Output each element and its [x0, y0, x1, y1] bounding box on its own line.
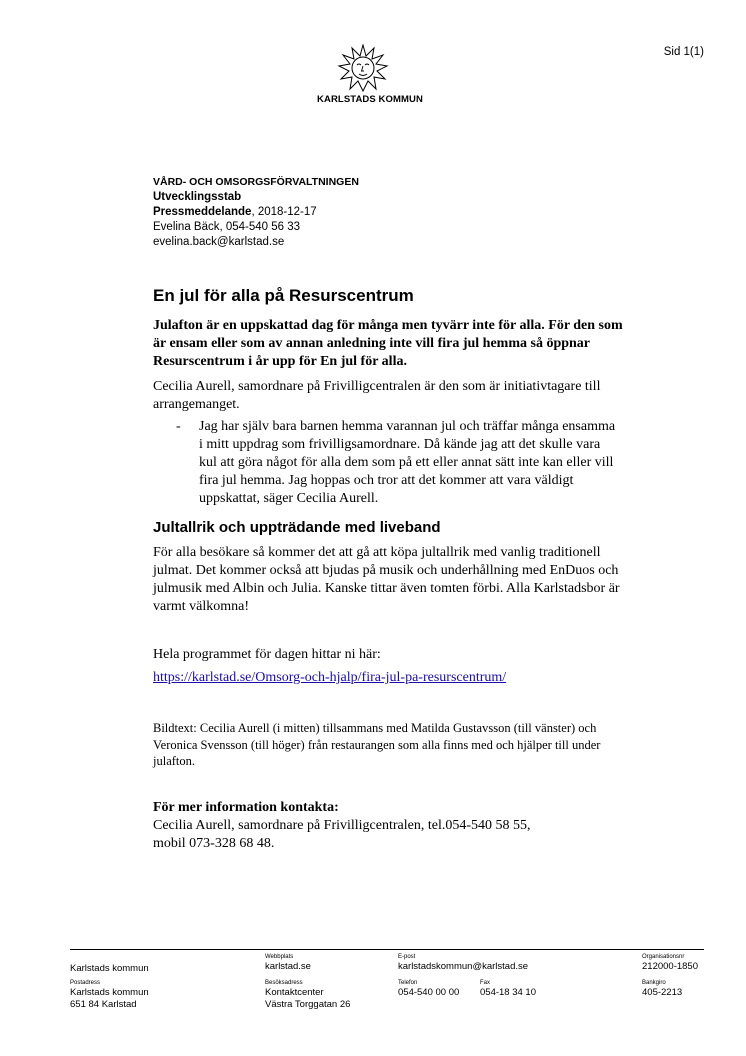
footer-postal: [70, 980, 149, 1010]
footer-fax-label: Fax: [480, 980, 491, 986]
contact-person: Evelina Bäck, 054-540 56 33: [153, 221, 301, 233]
sun-face-icon: [336, 44, 390, 92]
footer-postal-label: Postadress: [70, 980, 101, 986]
footer-web: [265, 954, 311, 973]
footer-bank-value: 405-2213: [642, 987, 683, 998]
footer-visit-label: Besöksadress: [265, 980, 303, 986]
department-name: VÅRD- OCH OMSORGSFÖRVALTNINGEN: [153, 176, 359, 188]
contact-line-1: Cecilia Aurell, samordnare på Frivilligcentralen, tel.054-540 58 55,: [153, 818, 531, 833]
footer-visit-line-2: Västra Torggatan 26: [265, 998, 351, 1010]
lead-paragraph: Julafton är en uppskattad dag för många men tyvärr inte för alla. För den som är ensam eller som av annan anledning inte vill fira jul hemma så öppnar Resurscentrum i år upp för En jul för alla.: [153, 318, 623, 369]
document-header: [153, 175, 359, 250]
section-subtitle: Jultallrik och uppträdande med liveband: [153, 519, 441, 536]
contact-heading: För mer information kontakta:: [153, 800, 339, 815]
program-text: Hela programmet för dagen hittar ni här:: [153, 647, 381, 662]
footer-divider: [70, 949, 704, 950]
footer-bank: [642, 980, 682, 999]
footer-orgnr: [642, 954, 698, 973]
footer-fax: [480, 980, 536, 999]
org-name: KARLSTADS KOMMUN: [317, 94, 423, 105]
footer-org: Karlstads kommun: [70, 963, 149, 974]
image-caption: Bildtext: Cecilia Aurell (i mitten) tillsammans med Matilda Gustavsson (till vänster) och Veronica Svensson (till höger) från restaurangen som alla finns med och hjälper till under julafton.: [153, 721, 601, 768]
footer-orgnr-value: 212000-1850: [642, 961, 698, 972]
footer-bank-label: Bankgiro: [642, 980, 666, 986]
doc-date: , 2018-12-17: [251, 206, 317, 218]
footer-fax-value: 054-18 34 10: [480, 987, 536, 998]
contact-email: evelina.back@karlstad.se: [153, 236, 285, 248]
footer-email-value: karlstadskommun@karlstad.se: [398, 961, 529, 972]
intro-paragraph: Cecilia Aurell, samordnare på Frivilligcentralen är den som är initiativtagare till arrangemanget.: [153, 379, 601, 412]
quote-paragraph: Jag har själv bara barnen hemma varannan jul och träffar många ensamma i mitt uppdrag som frivilligsamordnare. Då kände jag att det skulle vara kul att göra något för alla dem som på ett eller annat sätt inte kan eller vill fira jul hemma. Jag hoppas och tror att det kommer att vara väldigt uppskattat, säger Cecilia Aurell.: [199, 419, 616, 506]
footer-postal-line-1: Karlstads kommun: [70, 987, 149, 998]
article-title: En jul för alla på Resurscentrum: [153, 286, 414, 305]
unit-name: Utvecklingsstab: [153, 191, 242, 203]
footer-web-value: karlstad.se: [265, 961, 311, 972]
footer-postal-line-2: 651 84 Karlstad: [70, 998, 137, 1010]
footer-orgnr-label: Organisationsnr: [642, 954, 685, 960]
contact-info: [153, 817, 623, 853]
page-number: Sid 1(1): [663, 46, 704, 58]
doc-type-line: [153, 205, 359, 220]
footer-web-label: Webbplats: [265, 954, 294, 960]
footer-email: [398, 954, 528, 973]
quote-dash: -: [176, 419, 181, 434]
footer-visit-line-1: Kontaktcenter: [265, 987, 324, 998]
contact-line-2: mobil 073-328 68 48.: [153, 836, 275, 851]
footer-phone-value: 054-540 00 00: [398, 987, 460, 998]
footer-phone: [398, 980, 459, 999]
footer-visit: [265, 980, 350, 1010]
section-paragraph: För alla besökare så kommer det att gå att köpa jultallrik med vanlig traditionell julmat. Det kommer också att bjudas på musik och underhållning med EnDuos och julmusik med Albin och Julia. Kanske tittar även tomten förbi. Alla Karlstadsbor är varmt välkomna!: [153, 545, 620, 614]
program-link[interactable]: https://karlstad.se/Omsorg-och-hjalp/fira-jul-pa-resurscentrum/: [153, 670, 507, 685]
footer-email-label: E-post: [398, 954, 416, 960]
doc-type: Pressmeddelande: [153, 206, 252, 218]
footer-phone-label: Telefon: [398, 980, 418, 986]
